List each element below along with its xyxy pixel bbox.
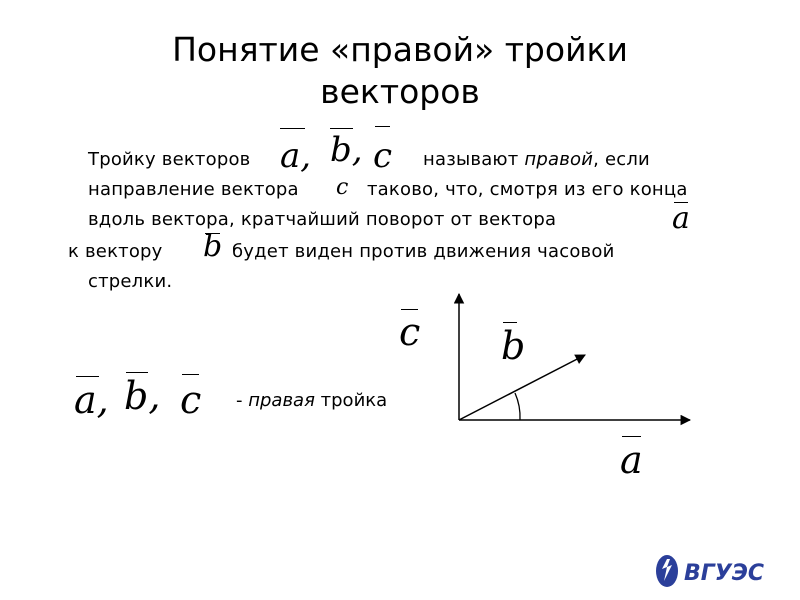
text-fragment: направление вектора (88, 179, 299, 200)
text-fragment: будет виден против движения часовой (232, 241, 615, 262)
legend-text: - правая тройка (236, 390, 388, 411)
paragraph-line-5: стрелки. (88, 271, 173, 292)
vector-c-symbol: c (373, 138, 392, 174)
diagram-label-b: b (501, 324, 526, 368)
svg-text:ВГУЭС: ВГУЭС (684, 561, 765, 586)
vector-a-inline: a (672, 201, 690, 236)
legend-vector-b: b, (124, 374, 161, 418)
diagram-label-a: a (620, 438, 643, 482)
text-fragment: , если (593, 149, 650, 170)
text-fragment: таково, что, смотря из его конца (367, 179, 688, 200)
text-fragment: к вектору (68, 241, 163, 262)
italic-word-right: правой (524, 149, 594, 170)
vector-a-symbol: a, (280, 138, 311, 174)
vector-b-arrow (459, 355, 585, 420)
logo-emblem-icon (652, 551, 782, 591)
vector-b-inline: b (203, 229, 223, 264)
text-fragment: Тройку векторов (88, 149, 251, 170)
rotation-angle-arc (515, 393, 520, 420)
vector-b-symbol: b, (330, 130, 363, 170)
title-line-2: векторов (320, 72, 480, 111)
diagram-label-c: c (399, 310, 421, 354)
vguesu-logo (652, 551, 782, 591)
legend-italic: правая (248, 390, 315, 411)
legend-vector-a: a, (74, 378, 109, 422)
text-fragment: называют (423, 149, 525, 170)
title-line-1: Понятие «правой» тройки (172, 30, 628, 69)
paragraph-line-3: вдоль вектора, кратчайший поворот от вектора (88, 209, 557, 230)
legend-vector-c: c (180, 380, 201, 420)
vector-c-inline: c (336, 175, 349, 200)
